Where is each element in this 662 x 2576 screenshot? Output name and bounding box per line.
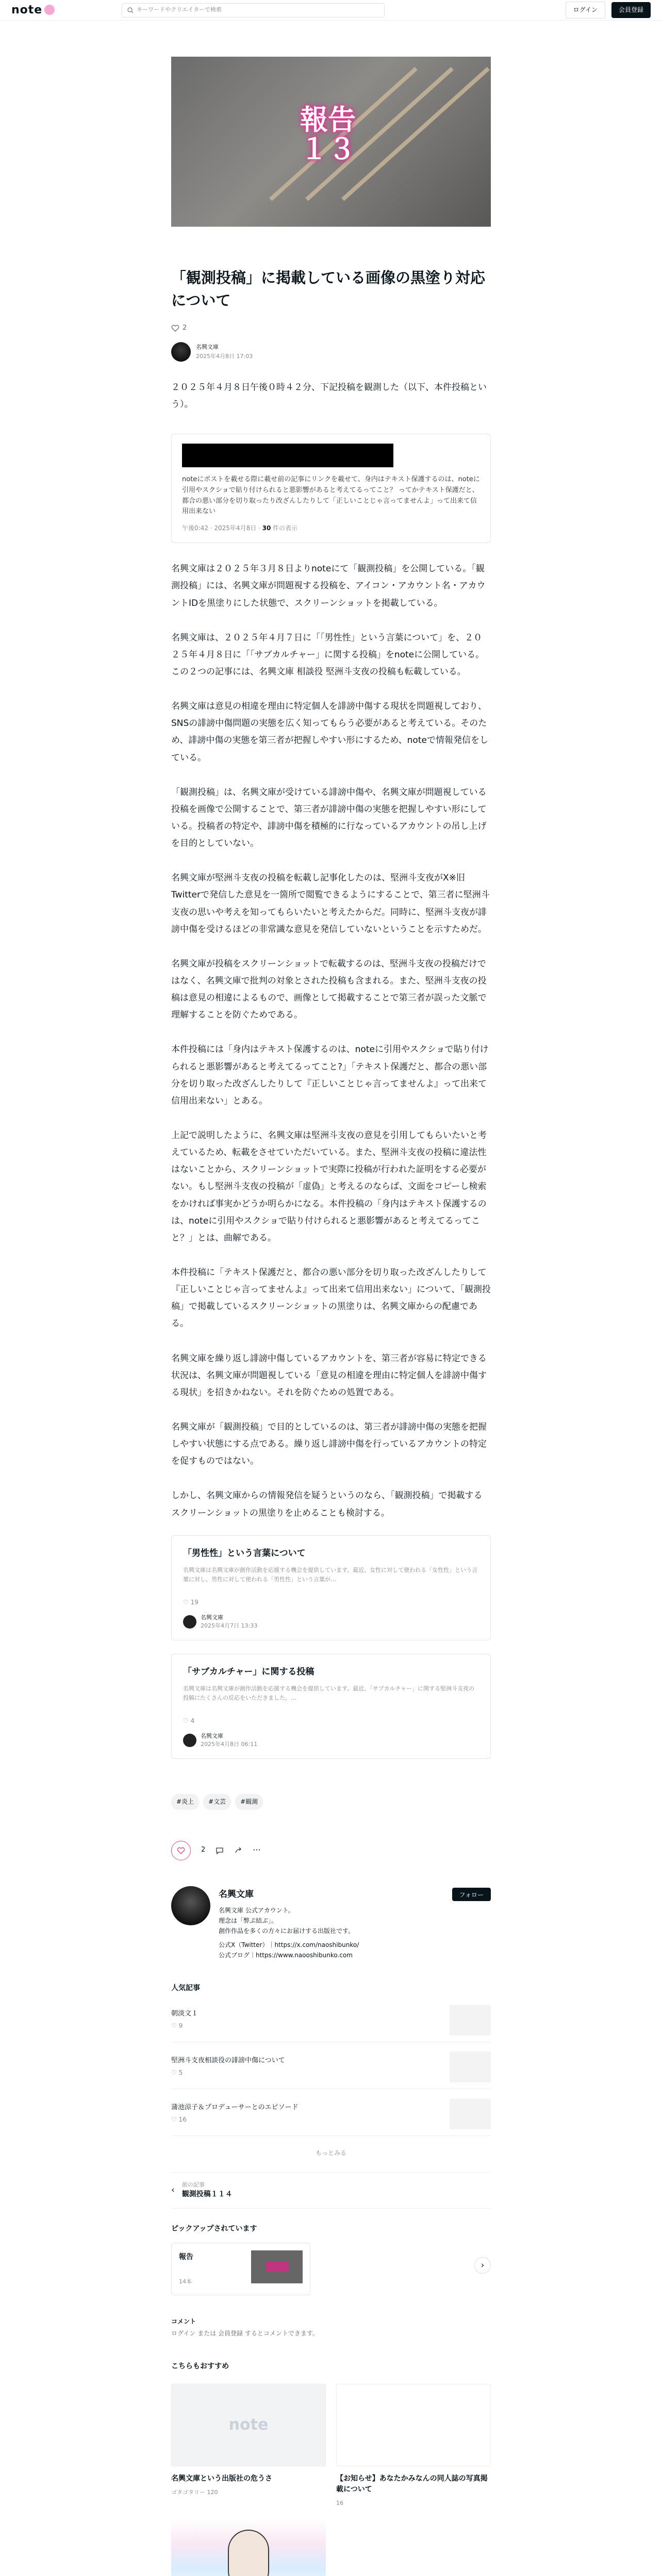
tag[interactable]: #文芸 [203,1794,231,1810]
more-button[interactable]: もっとみる [315,2149,346,2157]
paragraph: 名興文庫は、２０２５年４月７日に「「男性性」という言葉について」を、２０２５年４月８日に「「サブカルチャー」に関する投稿」をnoteに公開している。この２つの記事には、名興文庫 相談役 堅洲斗支夜の投稿も転載している。 [171,632,485,677]
comments-section: コメント ログイン または 会員登録 するとコメントできます。 [171,2317,319,2337]
hero-image [171,57,491,227]
recommend-thumbnail: note [171,2384,326,2466]
popular-item[interactable]: 朝淡文１ ♡ 9 [171,2005,491,2042]
site-header [0,0,662,21]
logo-badge-icon [44,5,55,15]
hero-label: 報告 １３ [300,104,356,165]
popular-thumbnail [450,2098,491,2129]
recommend-item[interactable]: 【お知らせ】あなたかみなんの同人誌の写真掲載について 16 [336,2384,491,2509]
login-button[interactable]: ログイン [566,2,605,19]
popular-thumbnail [450,2005,491,2036]
paragraph: 本件投稿には「身内はテキスト保護するのは、noteに引用やスクショで貼り付けられると悪影響があると考えてるってこと?」「テキスト保護だと、都合の悪い部分を切り取った改ざんしたりして『正しいことじゃ言ってませんよ』って出来て信用出来ない」とある。 [171,1044,489,1106]
tag-list [171,1794,491,1810]
heart-icon[interactable] [171,324,179,332]
heart-icon [177,1846,185,1855]
like-button[interactable] [171,1841,191,1860]
paragraph: 名興文庫が投稿をスクリーンショットで転載するのは、堅洲斗支夜の投稿だけではなく、名興文庫で批判の対象とされた投稿も含まれる。また、堅洲斗支夜の投稿は意見の相違によるもので、画像として掲載することで第三者が誤った文脈で理解することを防ぐためである。 [171,958,487,1021]
comment-icon[interactable] [216,1846,224,1855]
linked-note-card[interactable]: 「サブカルチャー」に関する投稿 名興文庫は名興文庫が創作活動を応援する機会を提供しています。最近、「サブカルチャー」に関する堅洲斗支夜の投稿にたくさんの反応をいただきました。… ♡ 4 名興文庫 2025年4月8日 06:11 [171,1654,491,1759]
share-icon[interactable] [234,1846,242,1855]
redacted-block [182,444,393,467]
article-container [171,57,491,2576]
paragraph: 名興文庫は意見の相違を理由に特定個人を誹謗中傷する現状を問題視しており、SNSの誹謗中傷問題の実態を広く知ってもらう必要があると考えている。そのため、誹謗中傷の実態を第三者が把握しやすい形にするため、noteで情報発信をしている。 [171,701,488,763]
recommend-grid [171,2384,491,2576]
profile-link[interactable]: 公式ブログ｜https://www.naooshibunko.com [219,1952,353,1959]
more-menu-icon[interactable]: ··· [253,1845,261,1855]
profile-name[interactable]: 名興文庫 [219,1889,254,1900]
linked-note-card[interactable]: 「男性性」という言葉について 名興文庫は名興文庫が創作活動を応援する機会を提供しています。最近、女性に対して使われる「女性性」という言葉に対し、男性に対して使われる「男性性」という言葉が… ♡ 19 名興文庫 2025年4月7日 13:33 [171,1535,491,1640]
pickup-section: ピックアップされています 報告 14本 › [171,2222,491,2295]
search-icon [127,7,134,13]
paragraph: 「観測投稿」は、名興文庫が受けている誹謗中傷や、名興文庫が問題視している投稿を画像で公開することで、第三者が誹謗中傷の実態を把握しやすい形にしている。投稿者の特定や、誹謗中傷を積極的に行なっているアカウントの吊し上げを目的としていない。 [171,787,487,849]
recommend-item[interactable] [336,2519,491,2576]
paragraph: 名興文庫を繰り返し誹謗中傷しているアカウントを、第三者が容易に特定できる状況は、名興文庫が問題視している「意見の相違を理由に特定個人を誹謗中傷する現状」を招きかねない。それを防ぐための処置である。 [171,1353,487,1398]
paragraph: しかし、名興文庫からの情報発信を疑うというのなら、「観測投稿」で掲載するスクリーンショットの黒塗りを止めることも検討する。 [171,1490,483,1518]
like-count: 2 [201,1846,206,1854]
author-avatar [183,1734,196,1747]
author-avatar[interactable] [171,342,191,362]
follow-button[interactable]: フォロー [452,1888,491,1901]
chevron-right-icon[interactable]: › [474,2257,491,2274]
paragraph: 本件投稿に「テキスト保護だと、都合の悪い部分を切り取った改ざんしたりして『正しいことじゃ言ってませんよ』って出来て信用出来ない」について、「観測投稿」で掲載しているスクリーンショットの黒塗りは、名興文庫からの配慮である。 [171,1267,491,1329]
paragraph: 上記で説明したように、名興文庫は堅洲斗支夜の意見を引用してもらいたいと考えているため、転載をさせていただいている。また、堅洲斗支夜の投稿に違法性はないことから、スクリーンショットで実際に投稿が行われた証明をする必要がない。もし堅洲斗支夜の投稿が「虚偽」と考えるのならば、文面をコピーし検索をかければ事実かどうか明らかになる。本件投稿の「身内はテキスト保護するのは、noteに引用やスクショで貼り付けられると悪影響があると考えてるってこと？」とは、曲解である。 [171,1130,487,1243]
profile-bio: 名興文庫 公式アカウント。 理念は「弊ぷ結ぶ」。 創作作品を多くの方々にお届けする出版社です。 公式X（Twitter）｜https://x.com/naoshibunko/ 公式ブログ｜https://www.naooshibunko.com [219,1906,491,1961]
embedded-post[interactable] [171,434,491,543]
author-profile [171,1886,491,1961]
recommend-thumbnail [336,2384,491,2466]
tag[interactable]: #炎上 [171,1794,199,1810]
embedded-text: noteにポストを載せる際に載せ前の記事にリンクを載せて、身内はテキスト保護するのは、noteに引用やスクショで貼り付けられると悪影響があると考えてるってこと？ ってかテキスト保護だと、都合の悪い部分を切り取ったり改ざんしたりして「正しいことじゃ言ってませんよ」って出来て信用出来ない [182,475,480,516]
chevron-left-icon: ‹ [171,2185,175,2196]
paragraph: ２０２５年４月８日午後０時４２分、下記投稿を観測した（以下、本件投稿という）。 [171,382,487,410]
profile-avatar[interactable] [171,1886,210,1925]
previous-article-link[interactable]: ‹ 前の記事 観測投稿１１４ [171,2172,491,2208]
paragraph: 名興文庫は２０２５年３月８日よりnoteにて「観測投稿」を公開している。「観測投稿」には、名興文庫が問題視する投稿を、アイコン・アカウント名・アカウントIDを黒塗りにした状態で、スクリーンショットを掲載している。 [171,564,486,608]
paragraph: 名興文庫が「観測投稿」で目的としているのは、第三者が誹謗中傷の実態を把握しやすい状態にする点である。繰り返し誹謗中傷を行っているアカウントの特定を促すものではない。 [171,1421,487,1467]
recommend-item[interactable]: note 名興文庫という出版社の危うさ ゴタゴタリー 120 [171,2384,326,2509]
note-logo[interactable]: note [11,0,55,21]
pickup-card[interactable]: 報告 14本 [171,2243,310,2295]
popular-item[interactable]: 蒲池涼子＆プロデューサーとのエピソード ♡ 16 [171,2098,491,2136]
popular-title: 人気記事 [171,1984,200,1992]
author-name[interactable]: 名興文庫 [196,344,219,351]
embedded-meta: 午後0:42 · 2025年4月8日 · 30 件の表示 [182,524,298,532]
popular-thumbnail [450,2052,491,2082]
author-avatar [183,1615,196,1629]
tag[interactable]: #観測 [235,1794,263,1810]
recommend-thumbnail [171,2519,326,2576]
recommend-item[interactable] [171,2519,326,2576]
recommend-title: こちらもおすすめ [171,2362,229,2371]
like-count: 2 [183,324,187,332]
profile-link[interactable]: 公式X（Twitter）｜https://x.com/naoshibunko/ [219,1941,359,1949]
search-input[interactable]: キーワードやクリエイターで検索 [122,3,385,18]
signup-button[interactable]: 会員登録 [611,2,651,18]
article-title: 「観測投稿」に掲載している画像の黒塗り対応について [171,269,486,309]
popular-item[interactable]: 堅洲斗支夜相談役の誹謗中傷について ♡ 5 [171,2052,491,2089]
publish-date: 2025年4月8日 17:03 [196,352,253,360]
article-actions [171,1841,491,1860]
paragraph: 名興文庫が堅洲斗支夜の投稿を転載し記事化したのは、堅洲斗支夜がX※旧Twitterで発信した意見を一箇所で閲覧できるようにすることで、第三者に堅洲斗支夜の思いや考えを知ってもらいたいと考えたからだ。同時に、堅洲斗支夜が誹謗中傷を受けるほどの非常識な意見を発信していないということを示すためだ。 [171,873,490,935]
